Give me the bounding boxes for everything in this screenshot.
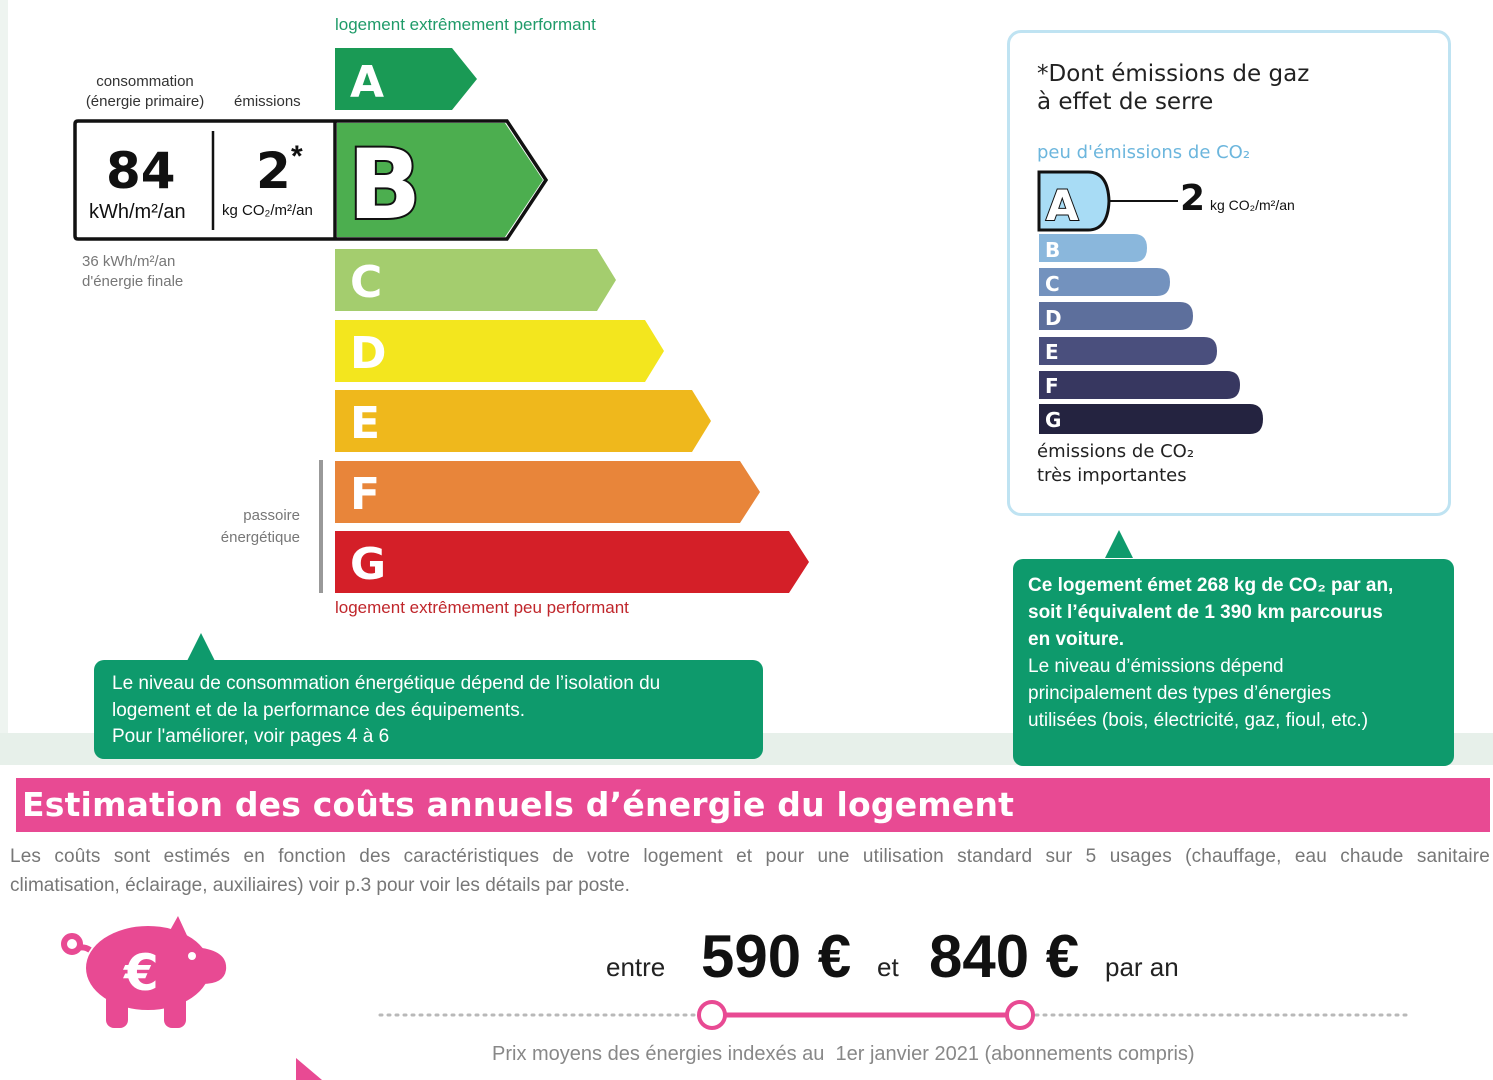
bubble-right-line6: utilisées (bois, électricité, gaz, fioul, etc.) xyxy=(1028,710,1369,731)
bubble-left-line1: Le niveau de consommation énergétique dépend de l’isolation du xyxy=(112,673,661,694)
co2-letter-g: G xyxy=(1045,408,1062,432)
consumption-label-line1: consommation xyxy=(96,73,194,90)
bubble-right-line2: soit l’équivalent de 1 390 km parcourus xyxy=(1028,602,1383,623)
emissions-label: émissions xyxy=(234,93,301,110)
co2-unit: kg CO₂/m²/an xyxy=(1210,197,1295,213)
emissions-info-bubble xyxy=(1013,559,1454,766)
consumption-value: 84 xyxy=(106,142,176,200)
bubble-right-line3: en voiture. xyxy=(1028,629,1125,650)
energy-scale-caption-top: logement extrêmement performant xyxy=(335,15,596,34)
energy-letter-e: E xyxy=(350,398,381,449)
co2-letter-e: E xyxy=(1045,340,1059,364)
co2-caption-bottom xyxy=(1037,440,1194,488)
emissions-star: * xyxy=(291,140,303,173)
co2-class-d xyxy=(1039,302,1193,330)
energy-letter-a: A xyxy=(350,57,385,108)
co2-panel-title xyxy=(1037,60,1309,116)
bubble-left-tip xyxy=(187,633,215,661)
final-energy-line2: d'énergie finale xyxy=(82,273,184,290)
range-min-marker xyxy=(699,1002,725,1028)
bubble-right-line4: Le niveau d’émissions dépend xyxy=(1028,656,1284,677)
passoire-label xyxy=(200,505,300,549)
final-energy-line1: 36 kWh/m²/an xyxy=(82,253,176,270)
costs-section-header xyxy=(16,778,1490,832)
co2-caption-bottom-line2: très importantes xyxy=(1037,465,1187,486)
costs-description xyxy=(10,842,1490,900)
co2-title-line1: *Dont émissions de gaz xyxy=(1037,61,1310,87)
range-from-word: entre xyxy=(606,952,666,982)
co2-value: 2 xyxy=(1180,178,1206,219)
co2-class-g xyxy=(1039,404,1263,434)
energy-class-g xyxy=(335,531,809,593)
co2-caption-top: peu d'émissions de CO₂ xyxy=(1037,142,1251,163)
emissions-unit: kg CO₂/m²/an xyxy=(222,202,313,219)
energy-class-f xyxy=(335,461,760,523)
consumption-unit: kWh/m²/an xyxy=(89,201,186,223)
passoire-bracket xyxy=(319,460,323,593)
costs-desc-line2: climatisation, éclairage, auxiliaires) voir p.3 pour voir les détails par poste. xyxy=(10,875,630,896)
piggy-bank-euro-icon xyxy=(60,912,232,1030)
co2-class-f xyxy=(1039,371,1240,399)
bubble-right-tip xyxy=(1105,530,1133,558)
energy-letter-g: G xyxy=(350,539,387,590)
passoire-line2: énergétique xyxy=(220,529,300,546)
energy-letter-f: F xyxy=(350,469,381,520)
co2-letter-d: D xyxy=(1045,306,1062,330)
final-energy-note xyxy=(82,252,183,292)
energy-scale-caption-bottom: logement extrêmement peu performant xyxy=(335,598,629,617)
range-max-value: 840 € xyxy=(929,923,1080,990)
bubble-left-line2: logement et de la performance des équipements. xyxy=(112,699,525,721)
costs-title: Estimation des coûts annuels d’énergie du logement xyxy=(22,785,1015,824)
costs-desc-line1: Les coûts sont estimés en fonction des caractéristiques de votre logement et pour une utilisation standard sur 5 usages (chauffage, eau chaude sanitaire xyxy=(10,846,1490,867)
bubble-right-line5: principalement des types d’énergies xyxy=(1028,683,1332,704)
energy-letter-c: C xyxy=(350,257,383,308)
consumption-label-line2: (énergie primaire) xyxy=(85,93,205,110)
co2-caption-bottom-line1: émissions de CO₂ xyxy=(1037,441,1195,462)
energy-class-e xyxy=(335,390,711,452)
range-and-word: et xyxy=(877,952,899,982)
range-suffix: par an xyxy=(1105,952,1179,982)
bubble-left-line3: Pour l'améliorer, voir pages 4 à 6 xyxy=(112,726,390,747)
cost-range-slider xyxy=(370,998,1420,1032)
co2-letter-f: F xyxy=(1045,374,1059,398)
co2-letter-c: C xyxy=(1045,272,1060,296)
emissions-value: 2 xyxy=(256,142,291,200)
passoire-line1: passoire xyxy=(243,507,300,524)
co2-letter-b: B xyxy=(1045,238,1061,262)
consumption-label xyxy=(75,72,215,112)
co2-class-e xyxy=(1039,337,1217,365)
svg-text:€: € xyxy=(124,944,159,1002)
bubble-right-line1: Ce logement émet 268 kg de CO₂ par an, xyxy=(1028,575,1394,596)
co2-letter-a: A xyxy=(1046,181,1079,230)
range-min-value: 590 € xyxy=(701,923,852,990)
consumption-info-bubble xyxy=(94,660,763,759)
energy-letter-b: B xyxy=(348,129,422,241)
co2-title-line2: à effet de serre xyxy=(1037,89,1214,115)
range-max-marker xyxy=(1007,1002,1033,1028)
energy-letter-d: D xyxy=(350,328,387,379)
price-note: Prix moyens des énergies indexés au 1er janvier 2021 (abonnements compris) xyxy=(492,1043,1195,1065)
pink-arrow-icon xyxy=(296,1058,326,1080)
